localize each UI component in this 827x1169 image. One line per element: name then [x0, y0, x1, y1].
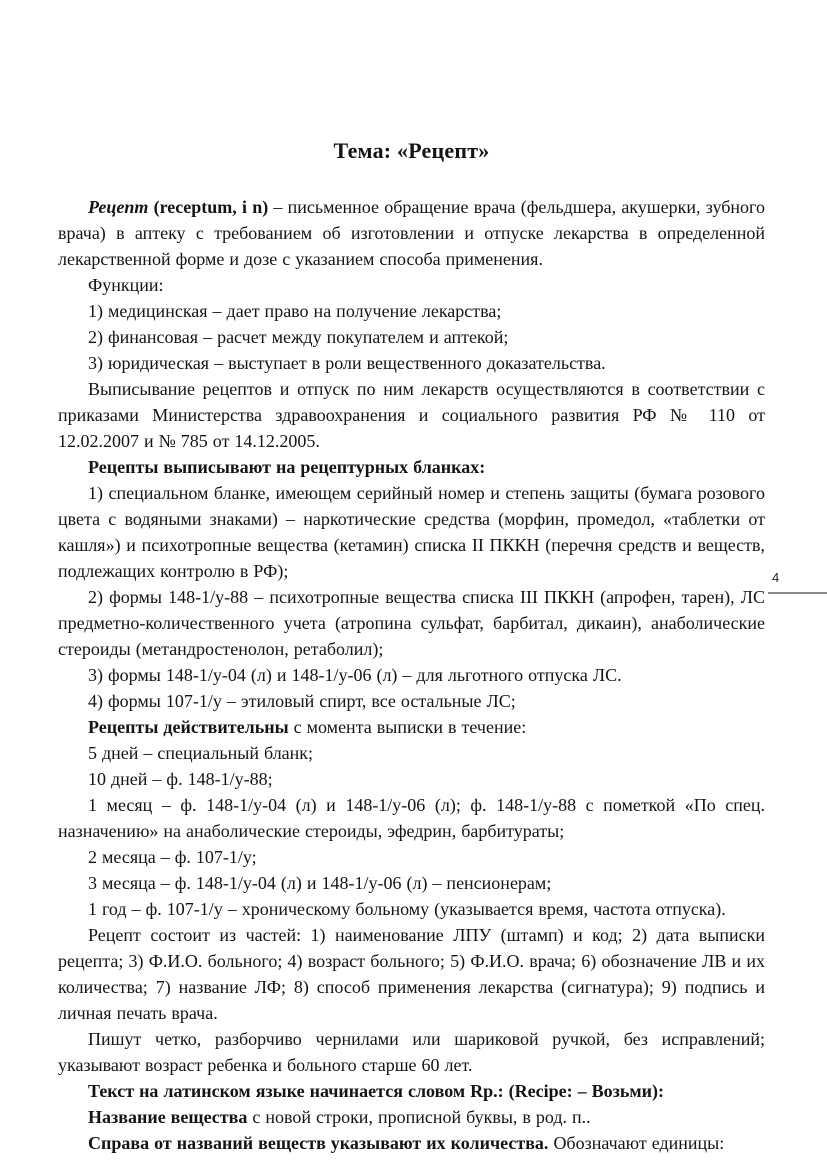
text-run: 1 месяц – ф. 148-1/у-04 (л) и 148-1/у-06 (л); ф. 148-1/у-88 с пометкой «По спец. назначению» на анаболические стероиды, эфедрин, барбитураты;	[58, 795, 765, 841]
paragraph	[58, 1078, 765, 1104]
paragraph	[58, 896, 765, 922]
text-run: 2 месяца – ф. 107-1/у;	[88, 847, 257, 867]
text-run: с новой строки, прописной буквы, в род. п..	[247, 1107, 591, 1127]
text-run: 2) финансовая – расчет между покупателем и аптекой;	[88, 327, 509, 347]
paragraph	[58, 792, 765, 844]
paragraph	[58, 454, 765, 480]
text-run: Обозначают единицы:	[548, 1133, 725, 1153]
text-run: 3 месяца – ф. 148-1/у-04 (л) и 148-1/у-06 (л) – пенсионерам;	[88, 873, 552, 893]
text-run: Рецепты действительны	[88, 717, 289, 737]
paragraph	[58, 844, 765, 870]
text-run: 1) медицинская – дает право на получение лекарства;	[88, 301, 502, 321]
text-run: Рецепт состоит из частей: 1) наименование ЛПУ (штамп) и код; 2) дата выписки рецепта; 3) Ф.И.О. больного; 4) возраст больного; 5) Ф.И.О. врача; 6) обозначение ЛВ и их количества; 7) название ЛФ; 8) способ применения лекарства (сигнатура); 9) подпись и личная печать врача.	[58, 925, 765, 1023]
paragraph	[58, 870, 765, 896]
paragraph	[58, 922, 765, 1026]
text-run: 2) формы 148-1/у-88 – психотропные вещества списка III ПККН (апрофен, тарен), ЛС предметно-количественного учета (атропина сульфат, барбитал, дикаин), анаболические стероиды (метандростенолон, ретаболил);	[58, 587, 765, 659]
paragraph	[58, 350, 765, 376]
paragraph	[58, 740, 765, 766]
margin-page-number: 4	[772, 570, 780, 585]
paragraph	[58, 324, 765, 350]
paragraph	[58, 1104, 765, 1130]
text-run: 1 год – ф. 107-1/у – хроническому больному (указывается время, частота отпуска).	[88, 899, 726, 919]
text-run: Текст на латинском языке начинается словом Rp.: (Recipe: – Возьми):	[88, 1081, 664, 1101]
text-run: Пишут четко, разборчиво чернилами или шариковой ручкой, без исправлений; указывают возраст ребенка и больного старше 60 лет.	[58, 1029, 765, 1075]
text-run: с момента выписки в течение:	[288, 717, 527, 737]
page-title: Тема: «Рецепт»	[333, 138, 490, 163]
text-run: Функции:	[88, 275, 164, 295]
text-run: 5 дней – специальный бланк;	[88, 743, 314, 763]
text-run: Выписывание рецептов и отпуск по ним лекарств осуществляются в соответствии с приказами Министерства здравоохранения и социального развития РФ № 110 от 12.02.2007 и № 785 от 14.12.2005.	[58, 379, 765, 451]
text-run: Справа от названий веществ указывают их количества.	[88, 1133, 549, 1153]
paragraph	[58, 714, 765, 740]
text-run: Название вещества	[88, 1107, 248, 1127]
document-content	[58, 138, 765, 1156]
text-run: (receptum, i n)	[148, 197, 269, 217]
paragraph	[58, 1130, 765, 1156]
text-run: Рецепты выписывают на рецептурных бланках:	[88, 457, 486, 477]
text-run: 10 дней – ф. 148-1/у-88;	[88, 769, 273, 789]
text-run: 3) формы 148-1/у-04 (л) и 148-1/у-06 (л) – для льготного отпуска ЛС.	[88, 665, 622, 685]
document-body	[58, 194, 765, 1156]
paragraph	[58, 662, 765, 688]
margin-rule	[768, 592, 827, 594]
paragraph	[58, 480, 765, 584]
paragraph	[58, 298, 765, 324]
paragraph	[58, 1026, 765, 1078]
paragraph	[58, 766, 765, 792]
paragraph	[58, 194, 765, 272]
paragraph	[58, 376, 765, 454]
text-run: – письменное обращение врача (фельдшера, акушерки, зубного врача) в аптеку с требованием об изготовлении и отпуске лекарства в определенной лекарственной форме и дозе с указанием способа применения.	[58, 197, 765, 269]
paragraph	[58, 272, 765, 298]
text-run: 4) формы 107-1/у – этиловый спирт, все остальные ЛС;	[88, 691, 516, 711]
text-run: Рецепт	[88, 197, 149, 217]
paragraph	[58, 584, 765, 662]
text-run: 1) специальном бланке, имеющем серийный номер и степень защиты (бумага розового цвета с водяными знаками) – наркотические средства (морфин, промедол, «таблетки от кашля») и психотропные вещества (кетамин) списка II ПККН (перечня средств и веществ, подлежащих контролю в РФ);	[58, 483, 765, 581]
text-run: 3) юридическая – выступает в роли вещественного доказательства.	[88, 353, 606, 373]
paragraph	[58, 688, 765, 714]
